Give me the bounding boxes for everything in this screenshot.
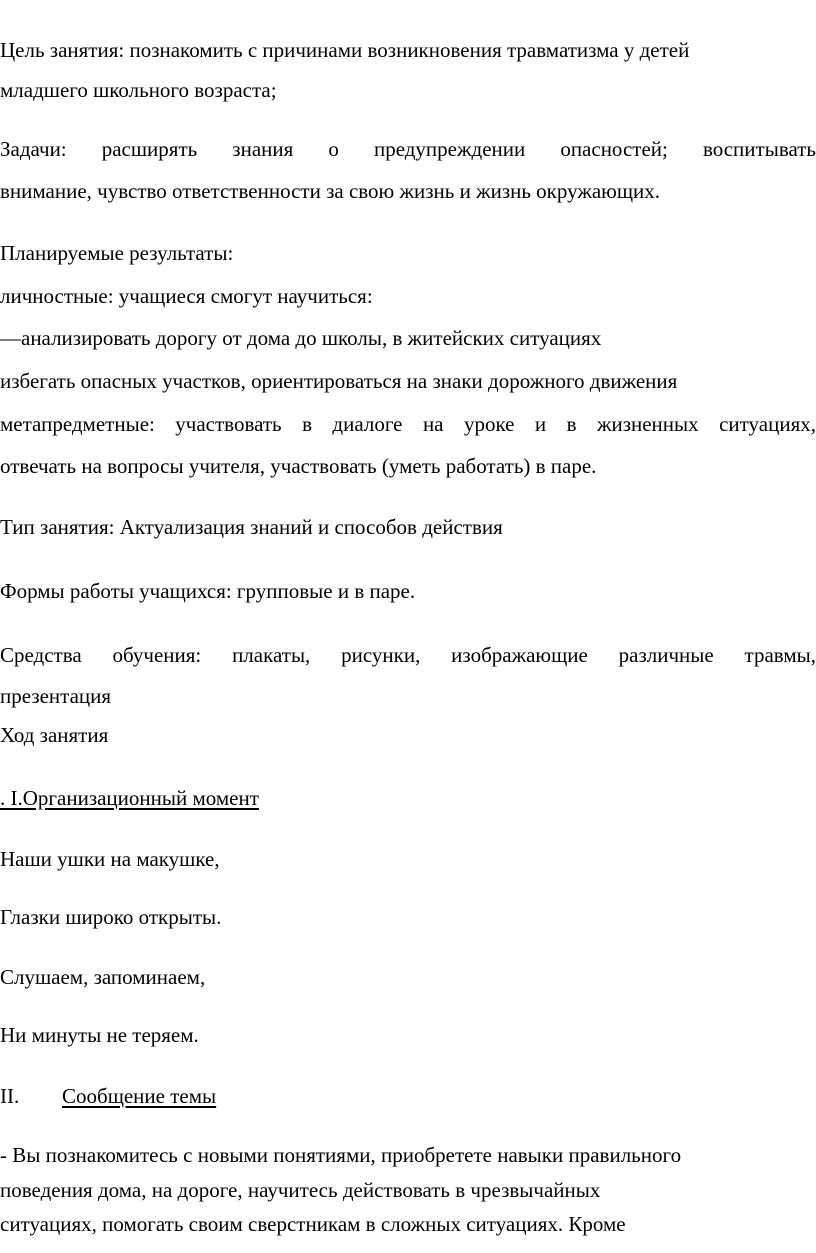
message-line-2: поведения дома, на дороге, научитесь действовать в чрезвычайных bbox=[0, 1178, 601, 1202]
results-personal: личностные: учащиеся смогут научиться: bbox=[0, 284, 373, 308]
poem-line-1: Наши ушки на макушке, bbox=[0, 847, 220, 871]
results-item-line-1: —анализировать дорогу от дома до школы, в житейских ситуациях bbox=[0, 326, 602, 350]
poem-line-2: Глазки широко открыты. bbox=[0, 905, 222, 929]
poem-line-4: Ни минуты не теряем. bbox=[0, 1023, 199, 1047]
results-item-line-2: избегать опасных участков, ориентироваться на знаки дорожного движения bbox=[0, 369, 678, 393]
section-1-heading bbox=[0, 778, 259, 818]
results-meta-line-1: метапредметные: участвовать в диалоге на уроке и в жизненных ситуациях, bbox=[0, 412, 816, 436]
course-heading: Ход занятия bbox=[0, 723, 109, 747]
poem-line-3: Слушаем, запоминаем, bbox=[0, 965, 206, 989]
results-heading: Планируемые результаты: bbox=[0, 241, 234, 265]
results-meta-line-2: отвечать на вопросы учителя, участвовать (уметь работать) в паре. bbox=[0, 454, 597, 478]
tasks-line-1: Задачи: расширять знания о предупреждении опасностей; воспитывать bbox=[0, 137, 816, 161]
section-2-number: II. bbox=[0, 1084, 20, 1108]
section-2-heading bbox=[0, 1076, 216, 1116]
means-line-1: Средства обучения: плакаты, рисунки, изображающие различные травмы, bbox=[0, 643, 816, 667]
section-1-title: I.Организационный момент bbox=[10, 786, 259, 810]
section-1-prefix: . bbox=[0, 786, 11, 810]
work-forms: Формы работы учащихся: групповые и в паре. bbox=[0, 579, 416, 603]
lesson-type: Тип занятия: Актуализация знаний и способов действия bbox=[0, 515, 503, 539]
goal-line-2: младшего школьного возраста; bbox=[0, 78, 277, 102]
message-line-3: ситуациях, помогать своим сверстникам в сложных ситуациях. Кроме bbox=[0, 1212, 626, 1236]
tasks-line-2: внимание, чувство ответственности за свою жизнь и жизнь окружающих. bbox=[0, 179, 661, 203]
goal-line-1: Цель занятия: познакомить с причинами возникновения травматизма у детей bbox=[0, 38, 690, 62]
message-line-1: - Вы познакомитесь с новыми понятиями, приобретете навыки правильного bbox=[0, 1143, 682, 1167]
means-line-2: презентация bbox=[0, 684, 112, 708]
section-2-title: Сообщение темы bbox=[62, 1084, 217, 1108]
